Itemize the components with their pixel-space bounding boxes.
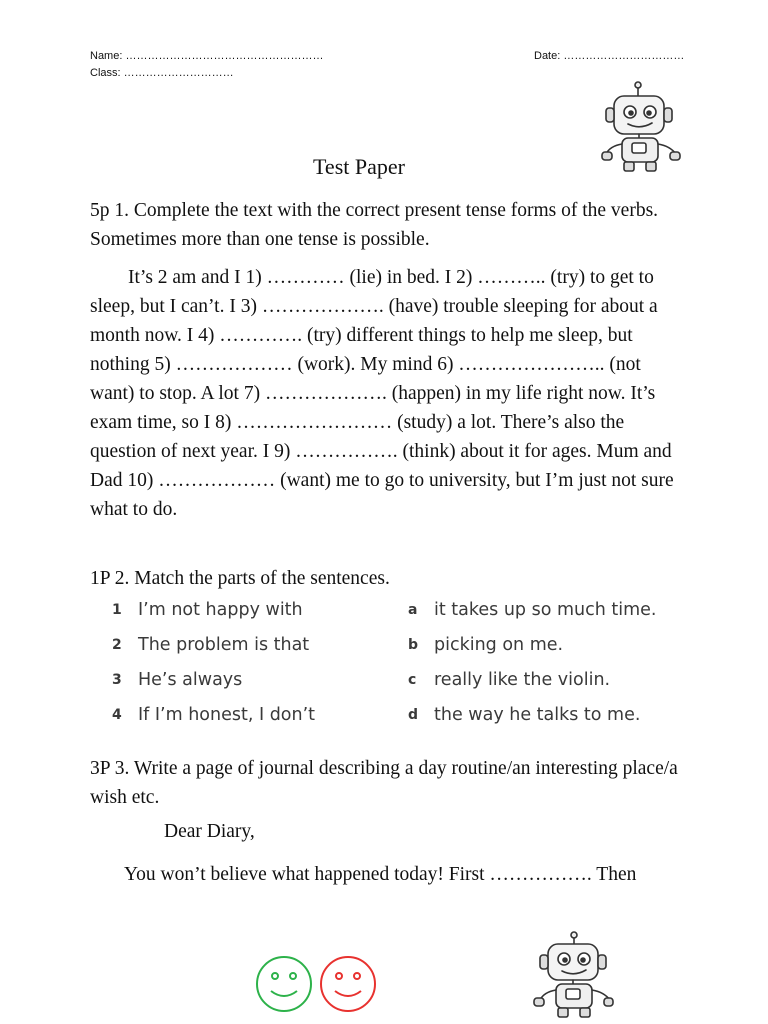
date-field[interactable]: Date: …………………………… xyxy=(534,50,685,62)
match-row xyxy=(112,670,692,705)
smiley-face-icon xyxy=(318,954,378,1014)
match-letter: c xyxy=(408,672,417,688)
task1-instruction: 5p 1. Complete the text with the correct present tense forms of the verbs. Sometimes more than one tense is possible. xyxy=(90,200,659,250)
match-row xyxy=(112,635,692,670)
match-number: 3 xyxy=(112,672,122,688)
diary-opening[interactable] xyxy=(90,860,690,889)
match-right-part: picking on me. xyxy=(434,635,564,655)
match-number: 1 xyxy=(112,602,122,618)
match-left-part: I’m not happy with xyxy=(138,600,303,620)
match-left-part: If I’m honest, I don’t xyxy=(138,705,316,725)
task1-passage: It’s 2 am and I 1) ………… (lie) in bed. I 2) ……….. (try) to get to sleep, but I can’t. I 3) ………………. (have) trouble sleeping for about a month now. I 4) …………. (try) different things to help me sleep, but nothing 5) ……………… (work). My mind 6) ………………….. (not want) to stop. A lot 7) ………………. (happen) in my life right now. It’s exam time, so I 8) …………………… (study) a lot. There’s also the question of next year. I 9) ……………. (think) about it for ages. Mum and Dad 10) ……………… (want) me to go to university, but I’m just not sure what to do. xyxy=(90,267,674,520)
match-left-part: The problem is that xyxy=(138,635,310,655)
happy-face-icon xyxy=(254,954,314,1014)
match-right-part: the way he talks to me. xyxy=(434,705,641,725)
robot-icon xyxy=(530,930,614,1022)
match-number: 4 xyxy=(112,707,122,723)
match-number: 2 xyxy=(112,637,122,653)
match-right-part: really like the violin. xyxy=(434,670,611,690)
match-letter: d xyxy=(408,707,419,723)
match-row xyxy=(112,600,692,635)
task1-text xyxy=(90,263,690,524)
matching-table xyxy=(112,600,692,740)
task3-instruction: 3P 3. Write a page of journal describing a day routine/an interesting place/a wish etc. xyxy=(90,758,678,808)
task2-instruction: 1P 2. Match the parts of the sentences. xyxy=(90,568,390,589)
diary-greeting: Dear Diary, xyxy=(164,821,255,842)
match-letter: a xyxy=(408,602,418,618)
match-letter: b xyxy=(408,637,419,653)
diary-opening-text: You won’t believe what happened today! First ……………. Then xyxy=(124,864,637,885)
page-title: Test Paper xyxy=(313,154,405,179)
match-left-part: He’s always xyxy=(138,670,243,690)
match-right-part: it takes up so much time. xyxy=(434,600,657,620)
match-row xyxy=(112,705,692,740)
class-field[interactable]: Class: ………………………… xyxy=(90,67,234,79)
name-field[interactable]: Name: ……………………………………………… xyxy=(90,50,324,62)
